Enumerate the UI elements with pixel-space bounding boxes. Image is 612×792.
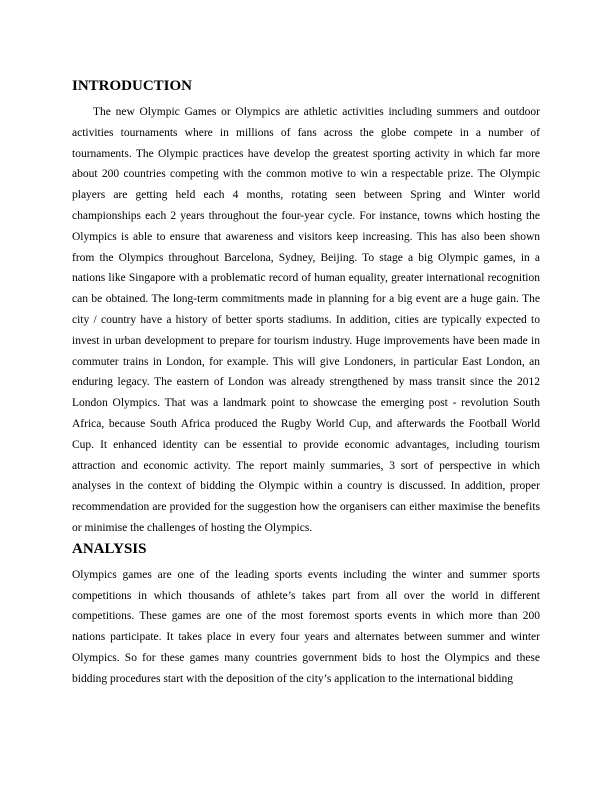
introduction-section <box>72 76 540 539</box>
document-page <box>72 76 540 690</box>
introduction-paragraph: The new Olympic Games or Olympics are athletic activities including summers and outdoor activities tournaments where in millions of fans across the globe compete in a number of tournaments. The Olympic practices have develop the greatest sporting activity in which far more about 200 countries competing with the common motive to win a respectable prize. The Olympic players are getting held each 4 months, rotating seen between Spring and Winter world championships each 2 years throughout the four-year cycle. For instance, towns which hosting the Olympics is able to ensure that awareness and visitors keep increasing. This has also been shown from the Olympics throughout Barcelona, Sydney, Beijing. To stage a big Olympic games, in a nations like Singapore with a problematic record of human equality, greater international recognition can be obtained. The long-term commitments made in planning for a big event are a huge gain. The city / country have a history of better sports stadiums. In addition, cities are typically expected to invest in urban development to prepare for tourism industry. Huge improvements have been made in commuter trains in London, for example. This will give Londoners, in particular East London, an enduring legacy. The eastern of London was already strengthened by mass transit since the 2012 London Olympics. That was a landmark point to showcase the emerging post - revolution South Africa, because South Africa produced the Rugby World Cup, and afterwards the Football World Cup. It enhanced identity can be essential to provide economic advantages, including tourism attraction and economic activity. The report mainly summaries, 3 sort of perspective in which analyses in the context of bidding the Olympic within a country is discussed. In addition, proper recommendation are provided for the suggestion how the organisers can either maximise the benefits or minimise the challenges of hosting the Olympics. <box>72 106 540 534</box>
analysis-section <box>72 539 540 690</box>
introduction-heading: INTRODUCTION <box>72 78 193 94</box>
analysis-paragraph: Olympics games are one of the leading sports events including the winter and summer sports competitions in which thousands of athlete’s takes part from all over the world in different competitions. These games are one of the most foremost sports events in which more than 200 nations participate. It takes place in every four years and alternates between summer and winter Olympics. So for these games many countries government bids to host the Olympics and these bidding procedures start with the deposition of the city’s application to the international bidding <box>72 568 540 685</box>
analysis-heading: ANALYSIS <box>72 540 147 557</box>
